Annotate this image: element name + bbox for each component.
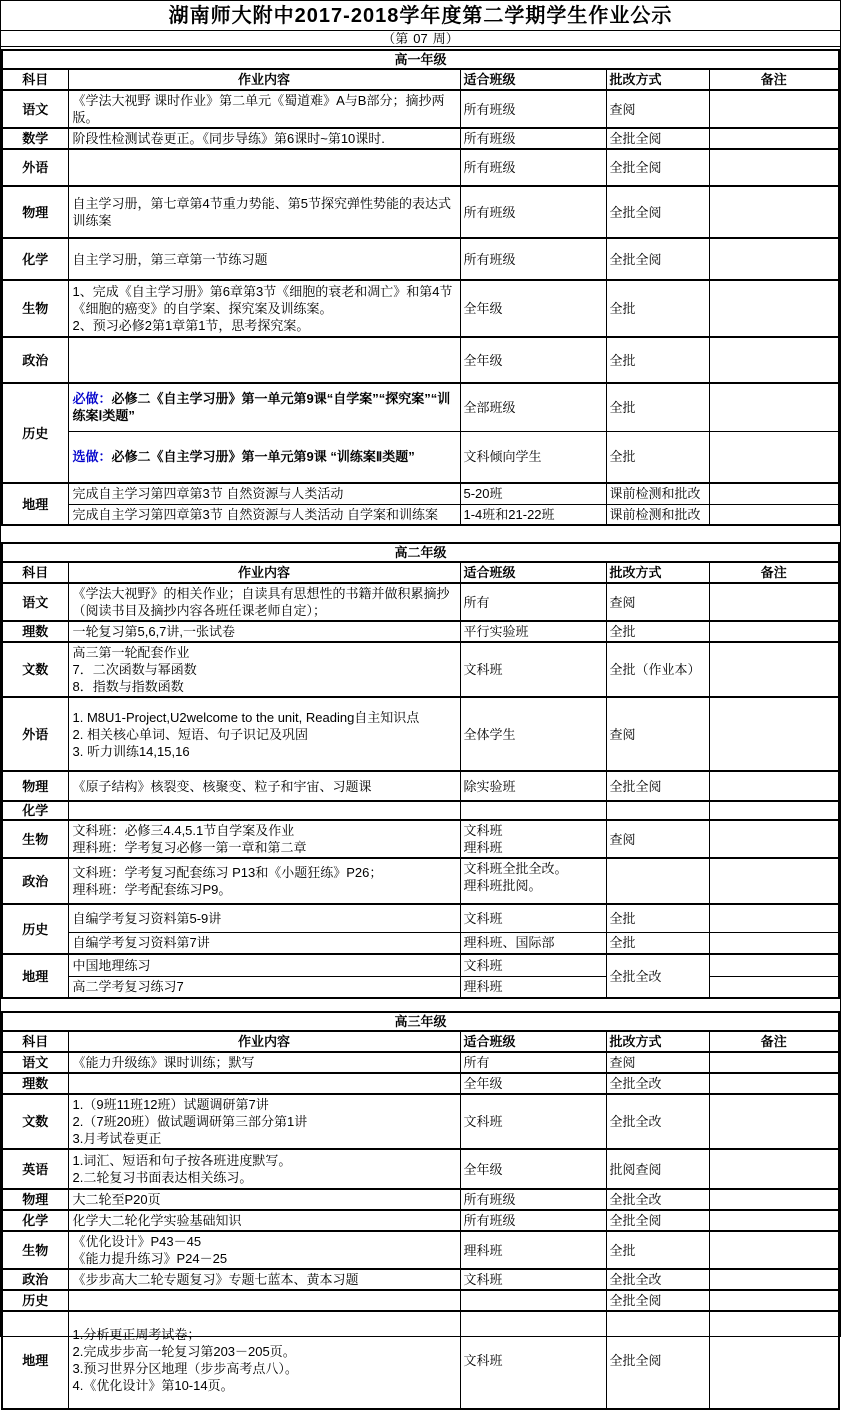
note-cell [709, 583, 839, 621]
content-line: 大二轮至P20页 [72, 1192, 161, 1207]
method-cell: 全批 [606, 904, 709, 932]
table-row [2, 1231, 839, 1269]
method-cell: 课前检测和批改 [606, 504, 709, 525]
homework-content-cell [68, 1094, 460, 1149]
subject-cell: 数学 [2, 128, 68, 149]
classes-cell [460, 820, 606, 858]
method-cell: 全批 [606, 621, 709, 642]
homework-content-cell [68, 697, 460, 771]
homework-content-cell [68, 820, 460, 858]
subject-cell: 英语 [2, 1149, 68, 1189]
note-cell [709, 621, 839, 642]
note-cell [709, 149, 839, 186]
subject-cell: 地理 [2, 1311, 68, 1409]
col-header-note: 备注 [709, 1031, 839, 1052]
content-line: 阶段性检测试卷更正。《同步导练》第6课时~第10课时. [72, 131, 385, 146]
method-cell: 查阅 [606, 1052, 709, 1073]
classes-line: 文科班全批全改。 [463, 861, 568, 876]
classes-line: 理科班 [463, 840, 503, 855]
content-line: 文科班：必修三4.4,5.1节自学案及作业 [72, 823, 295, 838]
classes-cell: 所有 [460, 583, 606, 621]
homework-content-cell [68, 932, 460, 954]
subject-cell: 历史 [2, 383, 68, 483]
table-row [2, 238, 839, 280]
homework-content-cell [68, 238, 460, 280]
content-line: 《能力升级练》课时训练；默写 [72, 1055, 255, 1070]
method-cell: 全批全改 [606, 1094, 709, 1149]
content-line: 3.月考试卷更正 [72, 1131, 162, 1146]
content-line: 《能力提升练习》P24－25 [72, 1251, 228, 1266]
grade-section-row [2, 1012, 839, 1031]
subject-cell: 生物 [2, 280, 68, 337]
method-cell: 全批全改 [606, 954, 709, 998]
method-cell [606, 801, 709, 820]
classes-cell: 理科班、国际部 [460, 932, 606, 954]
content-line: 1、完成《自主学习册》第6章第3节《细胞的衰老和凋亡》和第4节《细胞的癌变》的自学案、探究案及训练案。 [72, 284, 453, 316]
table-row [2, 820, 839, 858]
note-cell [709, 1311, 839, 1409]
note-cell [709, 1073, 839, 1094]
method-cell: 全批 [606, 431, 709, 483]
col-header-classes: 适合班级 [460, 69, 606, 90]
subject-cell: 语文 [2, 583, 68, 621]
table-row [2, 858, 839, 904]
classes-cell: 5-20班 [460, 483, 606, 504]
classes-cell: 文科班 [460, 642, 606, 697]
classes-line: 文科班 [463, 823, 503, 838]
content-line: 1.词汇、短语和句子按各班进度默写。 [72, 1153, 292, 1168]
grade-2-table [1, 542, 840, 999]
content-line: 2.（7班20班）做试题调研第三部分第1讲 [72, 1114, 308, 1129]
required-tag: 必做： [72, 391, 112, 407]
content-line: 必修二《自主学习册》第一单元第9课“自学案”“探究案”“训练案Ⅰ类题” [72, 391, 451, 424]
classes-cell: 全年级 [460, 1073, 606, 1094]
classes-line: 理科班批阅。 [463, 878, 542, 893]
subject-cell: 物理 [2, 771, 68, 801]
homework-content-cell [68, 1149, 460, 1189]
subject-cell: 文数 [2, 1094, 68, 1149]
col-header-content: 作业内容 [68, 1031, 460, 1052]
subject-cell: 文数 [2, 642, 68, 697]
content-line: 自编学考复习资料第7讲 [72, 935, 210, 951]
note-cell [709, 771, 839, 801]
table-row [2, 337, 839, 383]
note-cell [709, 238, 839, 280]
page-subtitle [1, 31, 840, 47]
homework-content-cell [68, 90, 460, 128]
note-cell [709, 1149, 839, 1189]
note-cell [709, 186, 839, 238]
method-cell: 查阅 [606, 820, 709, 858]
subject-cell: 政治 [2, 858, 68, 904]
method-cell: 全批全改 [606, 1189, 709, 1210]
classes-cell: 平行实验班 [460, 621, 606, 642]
col-header-classes: 适合班级 [460, 1031, 606, 1052]
method-cell: 全批（作业本） [606, 642, 709, 697]
table-subrow [2, 976, 839, 998]
col-header-note: 备注 [709, 69, 839, 90]
homework-content-cell [68, 858, 460, 904]
content-line: 文科班：学考复习配套练习 P13和《小题狂练》P26； [72, 865, 383, 880]
table-row [2, 128, 839, 149]
column-header-row [2, 69, 839, 90]
content-line: 理科班：学考复习必修一第一章和第二章 [72, 840, 307, 855]
grade-1-table [1, 49, 840, 526]
table-row [2, 583, 839, 621]
homework-content-cell [68, 383, 460, 431]
column-header-row [2, 562, 839, 583]
col-header-method: 批改方式 [606, 69, 709, 90]
subject-cell: 历史 [2, 1290, 68, 1311]
note-cell [709, 383, 839, 431]
method-cell: 全批全改 [606, 1269, 709, 1290]
subject-cell: 理数 [2, 1073, 68, 1094]
subject-cell: 理数 [2, 621, 68, 642]
content-line: 7．二次函数与幂函数 [72, 662, 197, 677]
method-cell: 全批全阅 [606, 1290, 709, 1311]
col-header-note: 备注 [709, 562, 839, 583]
col-header-subject: 科目 [2, 69, 68, 90]
method-cell: 全批全改 [606, 1073, 709, 1094]
subject-cell: 物理 [2, 186, 68, 238]
col-header-content: 作业内容 [68, 562, 460, 583]
classes-cell: 除实验班 [460, 771, 606, 801]
content-line: 完成自主学习第四章第3节 自然资源与人类活动 自学案和训练案 [72, 506, 438, 522]
classes-cell: 所有班级 [460, 186, 606, 238]
content-line: 《步步高大二轮专题复习》专题七蓝本、黄本习题 [72, 1272, 359, 1287]
content-line: 理科班：学考配套练习P9。 [72, 882, 232, 897]
table-row [2, 904, 839, 932]
table-row [2, 383, 839, 431]
homework-content-cell [68, 801, 460, 820]
classes-cell: 所有班级 [460, 90, 606, 128]
subject-cell: 历史 [2, 904, 68, 954]
column-header-row [2, 1031, 839, 1052]
note-cell [709, 1210, 839, 1231]
note-cell [709, 904, 839, 932]
method-cell: 全批全阅 [606, 186, 709, 238]
table-row [2, 280, 839, 337]
homework-content-cell [68, 337, 460, 383]
subject-cell: 化学 [2, 1210, 68, 1231]
table-subrow [2, 504, 839, 525]
note-cell [709, 1189, 839, 1210]
subject-cell: 语文 [2, 1052, 68, 1073]
table-row [2, 1311, 839, 1409]
homework-content-cell [68, 483, 460, 504]
method-cell: 查阅 [606, 583, 709, 621]
note-cell [709, 1231, 839, 1269]
subject-cell: 政治 [2, 337, 68, 383]
content-line: 必修二《自主学习册》第一单元第9课 “训练案Ⅱ类题” [111, 449, 415, 465]
content-line: 3.预习世界分区地理（步步高考点八）。 [72, 1361, 298, 1376]
homework-content-cell [68, 1231, 460, 1269]
method-cell: 全批全阅 [606, 238, 709, 280]
homework-content-cell [68, 1269, 460, 1290]
classes-cell: 文科倾向学生 [460, 431, 606, 483]
content-line: 2.二轮复习书面表达相关练习。 [72, 1170, 253, 1185]
note-cell [709, 280, 839, 337]
grade-section-header: 高二年级 [2, 543, 839, 562]
classes-cell: 文科班 [460, 954, 606, 976]
table-row [2, 149, 839, 186]
classes-cell: 所有 [460, 1052, 606, 1073]
content-line: 高二学考复习练习7 [72, 979, 184, 995]
table-subrow [2, 932, 839, 954]
table-row [2, 1210, 839, 1231]
note-cell [709, 976, 839, 998]
homework-content-cell [68, 186, 460, 238]
classes-cell [460, 801, 606, 820]
subject-cell: 地理 [2, 483, 68, 525]
note-cell [709, 932, 839, 954]
note-cell [709, 820, 839, 858]
table-row [2, 1094, 839, 1149]
note-cell [709, 128, 839, 149]
subtitle-suffix: 周） [432, 31, 459, 46]
method-cell: 查阅 [606, 90, 709, 128]
page-title: 湖南师大附中2017-2018学年度第二学期学生作业公示 [1, 1, 840, 31]
homework-content-cell [68, 583, 460, 621]
classes-cell: 理科班 [460, 976, 606, 998]
subject-cell: 生物 [2, 820, 68, 858]
col-header-content: 作业内容 [68, 69, 460, 90]
content-line: 一轮复习第5,6,7讲,一张试卷 [72, 624, 236, 639]
note-cell [709, 697, 839, 771]
content-line: 自主学习册，第七章第4节重力势能、第5节探究弹性势能的表达式训练案 [72, 196, 451, 228]
homework-content-cell [68, 431, 460, 483]
note-cell [709, 801, 839, 820]
classes-cell: 所有班级 [460, 1189, 606, 1210]
content-line: 《学法大视野 课时作业》第二单元《蜀道难》A与B部分；摘抄两版。 [72, 93, 445, 125]
homework-content-cell [68, 1290, 460, 1311]
content-line: 中国地理练习 [72, 957, 151, 973]
classes-cell: 文科班 [460, 1094, 606, 1149]
subject-cell: 化学 [2, 801, 68, 820]
homework-content-cell [68, 504, 460, 525]
subject-cell: 政治 [2, 1269, 68, 1290]
method-cell: 全批全阅 [606, 1311, 709, 1409]
content-line: 2. 相关核心单词、短语、句子识记及巩固 [72, 726, 308, 742]
classes-cell: 所有班级 [460, 1210, 606, 1231]
note-cell [709, 431, 839, 483]
content-line: 3. 听力训练14,15,16 [72, 743, 190, 759]
classes-cell [460, 1290, 606, 1311]
content-line: 1. M8U1-Project,U2welcome to the unit, Reading自主知识点 [72, 709, 420, 725]
subtitle-prefix: （第 [382, 31, 409, 46]
content-line: 8．指数与指数函数 [72, 679, 184, 694]
col-header-subject: 科目 [2, 562, 68, 583]
homework-content-cell [68, 149, 460, 186]
subject-cell: 物理 [2, 1189, 68, 1210]
table-row [2, 954, 839, 976]
table-row [2, 801, 839, 820]
table-row [2, 621, 839, 642]
method-cell: 全批 [606, 383, 709, 431]
grade-section-row [2, 50, 839, 69]
note-cell [709, 1269, 839, 1290]
content-line: 《原子结构》核裂变、核聚变、粒子和宇宙、习题课 [72, 778, 372, 794]
method-cell: 批阅查阅 [606, 1149, 709, 1189]
classes-cell: 全体学生 [460, 697, 606, 771]
homework-content-cell [68, 1052, 460, 1073]
method-cell: 全批全阅 [606, 1210, 709, 1231]
method-cell: 课前检测和批改 [606, 483, 709, 504]
table-row [2, 642, 839, 697]
note-cell [709, 1052, 839, 1073]
homework-content-cell [68, 1189, 460, 1210]
homework-content-cell [68, 1311, 460, 1409]
table-row [2, 1052, 839, 1073]
content-line: 4.《优化设计》第10-14页。 [72, 1378, 234, 1393]
method-cell: 全批全阅 [606, 128, 709, 149]
grade-section-header: 高一年级 [2, 50, 839, 69]
note-cell [709, 1290, 839, 1311]
table-row [2, 1073, 839, 1094]
table-row [2, 1290, 839, 1311]
homework-content-cell [68, 1210, 460, 1231]
subject-cell: 化学 [2, 238, 68, 280]
classes-cell: 全部班级 [460, 383, 606, 431]
method-cell: 全批 [606, 337, 709, 383]
subject-cell: 生物 [2, 1231, 68, 1269]
homework-content-cell [68, 128, 460, 149]
subject-cell: 外语 [2, 697, 68, 771]
content-line: 《优化设计》P43－45 [72, 1234, 202, 1249]
homework-content-cell [68, 976, 460, 998]
content-line: 高三第一轮配套作业 [72, 645, 190, 660]
classes-cell: 文科班 [460, 904, 606, 932]
classes-cell: 理科班 [460, 1231, 606, 1269]
note-cell [709, 337, 839, 383]
content-line: 完成自主学习第四章第3节 自然资源与人类活动 [72, 486, 344, 502]
method-cell: 查阅 [606, 697, 709, 771]
note-cell [709, 90, 839, 128]
week-number: 07 [409, 31, 431, 47]
col-header-method: 批改方式 [606, 1031, 709, 1052]
classes-cell [460, 858, 606, 904]
content-line: 1.分析更正周考试卷； [72, 1327, 201, 1342]
method-cell: 全批 [606, 1231, 709, 1269]
grade-3-table [1, 1011, 840, 1410]
table-row [2, 1149, 839, 1189]
method-cell: 全批 [606, 280, 709, 337]
classes-cell: 文科班 [460, 1311, 606, 1409]
classes-cell: 全年级 [460, 1149, 606, 1189]
classes-cell: 1-4班和21-22班 [460, 504, 606, 525]
table-row [2, 697, 839, 771]
content-line: 《学法大视野》的相关作业；自读具有思想性的书籍并做积累摘抄（阅读书目及摘抄内容各班任课老师自定）； [72, 586, 450, 618]
method-cell: 全批全阅 [606, 771, 709, 801]
table-row [2, 186, 839, 238]
content-line: 化学大二轮化学实验基础知识 [72, 1213, 242, 1228]
col-header-classes: 适合班级 [460, 562, 606, 583]
grade-section-row [2, 543, 839, 562]
note-cell [709, 858, 839, 904]
classes-cell: 所有班级 [460, 238, 606, 280]
classes-cell: 全年级 [460, 280, 606, 337]
homework-content-cell [68, 621, 460, 642]
content-line: 1.（9班11班12班）试题调研第7讲 [72, 1097, 269, 1112]
subject-cell: 地理 [2, 954, 68, 998]
note-cell [709, 1094, 839, 1149]
homework-content-cell [68, 771, 460, 801]
note-cell [709, 954, 839, 976]
content-line: 2.完成步步高一轮复习第203－205页。 [72, 1344, 296, 1359]
content-line: 自编学考复习资料第5-9讲 [72, 910, 222, 926]
note-cell [709, 504, 839, 525]
note-cell [709, 483, 839, 504]
optional-tag: 选做： [72, 449, 112, 465]
table-row [2, 771, 839, 801]
classes-cell: 文科班 [460, 1269, 606, 1290]
homework-content-cell [68, 954, 460, 976]
table-row [2, 1269, 839, 1290]
content-line: 自主学习册，第三章第一节练习题 [72, 251, 268, 267]
subject-cell: 外语 [2, 149, 68, 186]
col-header-method: 批改方式 [606, 562, 709, 583]
table-row [2, 90, 839, 128]
classes-cell: 所有班级 [460, 128, 606, 149]
method-cell [606, 858, 709, 904]
grade-section-header: 高三年级 [2, 1012, 839, 1031]
col-header-subject: 科目 [2, 1031, 68, 1052]
table-row [2, 1189, 839, 1210]
note-cell [709, 642, 839, 697]
content-line: 2、预习必修2第1章第1节，思考探究案。 [72, 318, 310, 333]
method-cell: 全批 [606, 932, 709, 954]
homework-content-cell [68, 1073, 460, 1094]
table-subrow [2, 431, 839, 483]
table-row [2, 483, 839, 504]
subject-cell: 语文 [2, 90, 68, 128]
method-cell: 全批全阅 [606, 149, 709, 186]
homework-content-cell [68, 280, 460, 337]
homework-content-cell [68, 904, 460, 932]
homework-content-cell [68, 642, 460, 697]
classes-cell: 全年级 [460, 337, 606, 383]
classes-cell: 所有班级 [460, 149, 606, 186]
